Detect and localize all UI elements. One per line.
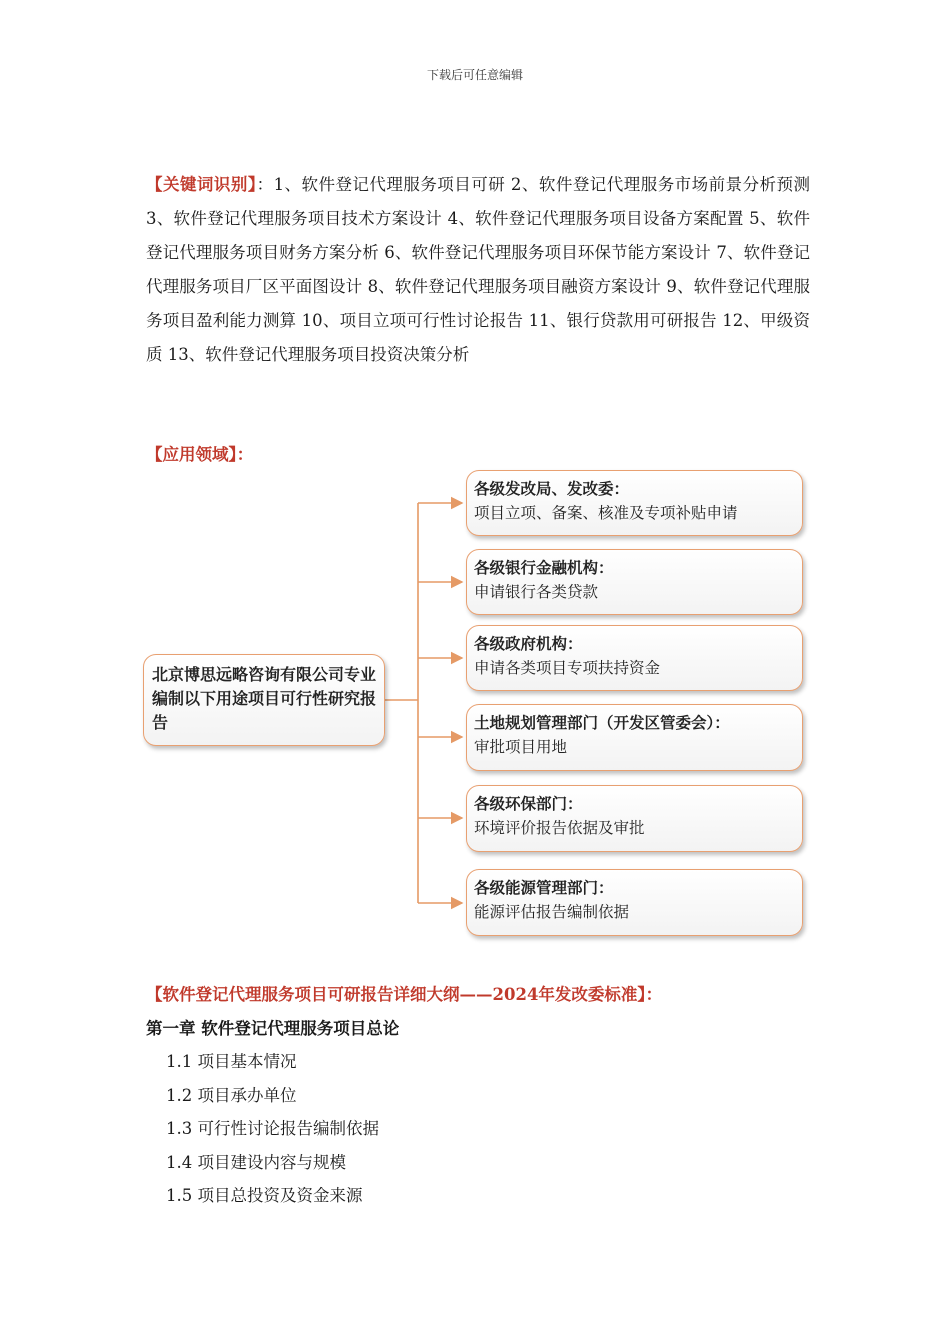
target-box-government bbox=[466, 625, 803, 691]
target-desc: 申请各类项目专项扶持资金 bbox=[474, 659, 661, 677]
section-list bbox=[166, 1045, 379, 1213]
keywords-colon: ： bbox=[256, 175, 274, 194]
target-box-energy bbox=[466, 869, 803, 936]
target-title: 各级银行金融机构： bbox=[474, 559, 614, 577]
target-title: 各级环保部门： bbox=[474, 795, 583, 813]
source-box: 北京博思远略咨询有限公司专业编制以下用途项目可行性研究报告 bbox=[143, 654, 385, 746]
keywords-label: 【关键词识别】 bbox=[146, 175, 257, 194]
target-title: 各级发改局、发改委： bbox=[474, 480, 630, 498]
target-box-ndrc bbox=[466, 470, 803, 536]
section-item: 1.5 项目总投资及资金来源 bbox=[166, 1186, 363, 1206]
target-box-environment bbox=[466, 785, 803, 852]
target-title: 各级能源管理部门： bbox=[474, 879, 614, 897]
target-box-land-planning bbox=[466, 704, 803, 771]
target-desc: 审批项目用地 bbox=[474, 738, 568, 756]
target-title: 各级政府机构： bbox=[474, 635, 583, 653]
outline-title: 【软件登记代理服务项目可研报告详细大纲——2024年发改委标准】： bbox=[146, 985, 663, 1004]
target-desc: 环境评价报告依据及审批 bbox=[474, 819, 645, 837]
section-item: 1.3 可行性讨论报告编制依据 bbox=[166, 1119, 379, 1139]
section-item: 1.4 项目建设内容与规模 bbox=[166, 1152, 346, 1172]
application-label: 【应用领域】 bbox=[146, 445, 237, 464]
target-desc: 项目立项、备案、核准及专项补贴申请 bbox=[474, 504, 738, 522]
section-item: 1.1 项目基本情况 bbox=[166, 1052, 297, 1071]
chapter-heading: 第一章 软件登记代理服务项目总论 bbox=[146, 1019, 400, 1038]
target-box-banks bbox=[466, 549, 803, 615]
application-colon: ： bbox=[236, 445, 254, 464]
section-item: 1.2 项目承办单位 bbox=[166, 1085, 297, 1105]
target-title: 土地规划管理部门（开发区管委会）： bbox=[474, 714, 730, 732]
header-note: 下载后可任意编辑 bbox=[426, 68, 523, 82]
target-desc: 申请银行各类贷款 bbox=[474, 583, 599, 601]
target-desc: 能源评估报告编制依据 bbox=[474, 903, 630, 921]
application-heading bbox=[146, 438, 253, 472]
keywords-paragraph bbox=[146, 168, 810, 372]
keywords-text: 1、软件登记代理服务项目可研 2、软件登记代理服务市场前景分析预测 3、软件登记代理服务项目技术方案设计 4、软件登记代理服务项目设备方案配置 5、软件登记代理服务项目财务方案分析 6、软件登记代理服务项目环保节能方案设计 7、软件登记代理服务项目厂区平面图设计 8、软件登记代理服务项目融资方案设计 9、软件登记代理服务项目盈利能力测算 10、项目立项可行性讨论报告 11、银行贷款用可研报告 12、甲级资质 13、软件登记代理服务项目投资决策分析 bbox=[146, 175, 811, 364]
